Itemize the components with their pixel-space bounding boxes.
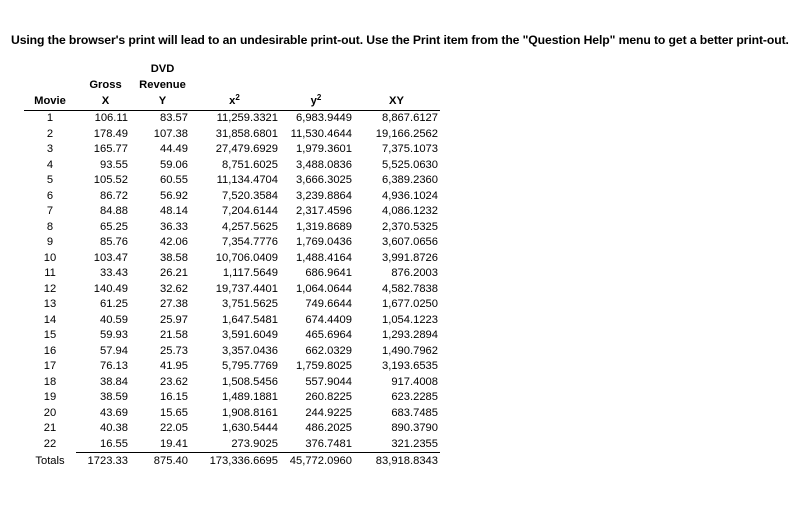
cell-x: 43.69 <box>100 406 128 419</box>
header-y-top1: DVD <box>150 63 175 75</box>
table-row <box>24 251 440 267</box>
cell-x-squared: 27,479.6929 <box>215 143 278 155</box>
cell-x-squared: 8,751.6025 <box>222 158 278 171</box>
header-x-squared: $x^2$ <box>190 94 279 111</box>
cell-y: 16.15 <box>160 391 188 403</box>
table-row <box>24 111 440 127</box>
cell-x: 38.84 <box>100 375 128 388</box>
cell-x: 61.25 <box>100 298 128 310</box>
table-row <box>24 127 440 143</box>
cell-x-squared: 1,630.5444 <box>222 422 278 434</box>
cell-movie: 6 <box>46 189 54 202</box>
cell-y-squared: 486.2025 <box>305 422 352 434</box>
table-row <box>24 220 440 236</box>
cell-y: 22.05 <box>160 422 188 434</box>
header-x-top: Gross <box>89 79 122 91</box>
cell-x-squared: 11,259.3321 <box>216 112 278 124</box>
cell-xy: 3,193.6535 <box>382 360 438 372</box>
table-row <box>24 375 440 391</box>
table-row <box>24 328 440 344</box>
cell-x: 59.93 <box>100 329 128 341</box>
cell-xy: 683.7485 <box>391 406 438 419</box>
table-row <box>24 406 440 422</box>
cell-movie: 2 <box>46 127 54 140</box>
table-row <box>24 437 440 453</box>
cell-xy: 1,490.7962 <box>382 344 438 357</box>
cell-x-squared: 1,489.1881 <box>222 391 278 403</box>
cell-y: 60.55 <box>160 174 188 186</box>
cell-x-squared: 19,737.4401 <box>215 282 278 295</box>
total-xy: 83,918.8343 <box>375 455 438 467</box>
cell-x: 85.76 <box>100 236 128 248</box>
cell-xy: 890.3790 <box>391 422 438 434</box>
total-x: 1723.33 <box>87 455 128 467</box>
cell-x-squared: 11,134.4704 <box>216 174 278 186</box>
total-y: 875.40 <box>153 455 188 467</box>
cell-movie: 10 <box>43 251 57 264</box>
cell-x: 16.55 <box>76 437 135 453</box>
cell-movie: 22 <box>43 437 57 450</box>
cell-xy: 5,525.0630 <box>382 158 438 171</box>
cell-movie: 9 <box>46 236 54 248</box>
header-y: Y <box>135 94 190 111</box>
cell-y-squared: 1,319.8689 <box>296 220 352 233</box>
cell-x-squared: 3,751.5625 <box>222 298 278 310</box>
cell-y: 107.38 <box>153 127 188 140</box>
header-x: X <box>76 94 135 111</box>
cell-y: 25.97 <box>160 313 188 326</box>
cell-y: 59.06 <box>160 158 188 171</box>
table-row <box>24 173 440 189</box>
cell-xy: 321.2355 <box>353 437 440 453</box>
cell-movie: 7 <box>46 205 54 217</box>
cell-x: 106.11 <box>94 112 128 124</box>
cell-movie: 5 <box>46 174 54 186</box>
cell-x: 165.77 <box>93 143 128 155</box>
cell-x: 65.25 <box>100 220 128 233</box>
cell-xy: 19,166.2562 <box>375 127 438 140</box>
cell-y-squared: 3,239.8864 <box>296 189 352 202</box>
cell-x-squared: 1,508.5456 <box>222 375 278 388</box>
cell-x-squared: 1,647.5481 <box>222 313 278 326</box>
cell-movie: 11 <box>44 267 56 279</box>
cell-y: 19.41 <box>135 437 190 453</box>
cell-y-squared: 2,317.4596 <box>296 205 352 217</box>
table-row <box>24 189 440 205</box>
cell-xy: 4,582.7838 <box>382 282 438 295</box>
cell-x-squared: 1,908.8161 <box>222 406 278 419</box>
total-y-squared: 45,772.0960 <box>289 455 352 467</box>
cell-x: 178.49 <box>93 127 128 140</box>
cell-xy: 4,086.1232 <box>382 205 438 217</box>
cell-y-squared: 3,666.3025 <box>296 174 352 186</box>
cell-y: 25.73 <box>160 344 188 357</box>
cell-y: 38.58 <box>160 251 188 264</box>
header-y-squared: $y^2$ <box>279 94 353 111</box>
cell-movie: 16 <box>43 344 57 357</box>
cell-x-squared: 4,257.5625 <box>222 220 278 233</box>
cell-y: 41.95 <box>160 360 188 372</box>
cell-y-squared: 260.8225 <box>305 391 352 403</box>
cell-y-squared: 1,979.3601 <box>296 143 352 155</box>
cell-x-squared: 5,795.7769 <box>222 360 278 372</box>
cell-movie: 14 <box>43 313 57 326</box>
cell-y: 26.21 <box>160 267 188 279</box>
cell-movie: 15 <box>43 329 57 341</box>
cell-y-squared: 1,488.4164 <box>296 251 352 264</box>
cell-x: 40.59 <box>100 313 128 326</box>
cell-y-squared: 244.9225 <box>305 406 352 419</box>
totals-row <box>24 453 440 470</box>
table-row <box>24 282 440 298</box>
header-movie: Movie <box>24 94 76 111</box>
cell-xy: 1,293.2894 <box>382 329 438 341</box>
cell-xy: 2,370.5325 <box>382 220 438 233</box>
cell-y-squared: 3,488.0836 <box>296 158 352 171</box>
cell-xy: 623.2285 <box>391 391 438 403</box>
cell-x: 86.72 <box>100 189 128 202</box>
cell-x-squared: 273.9025 <box>190 437 279 453</box>
cell-y-squared: 1,064.0644 <box>296 282 352 295</box>
cell-movie: 12 <box>43 282 57 295</box>
total-x-squared: 173,336.6695 <box>209 455 278 467</box>
table-row <box>24 158 440 174</box>
cell-y: 23.62 <box>160 375 188 388</box>
cell-xy: 917.4008 <box>391 375 438 388</box>
header-y-top2: Revenue <box>139 79 186 91</box>
table-body <box>24 111 440 453</box>
cell-x-squared: 7,204.6144 <box>222 205 278 217</box>
cell-x: 84.88 <box>100 205 128 217</box>
cell-y: 42.06 <box>160 236 188 248</box>
cell-movie: 21 <box>43 422 57 434</box>
cell-y: 36.33 <box>160 220 188 233</box>
cell-y-squared: 662.0329 <box>305 344 352 357</box>
cell-x-squared: 31,858.6801 <box>215 127 278 140</box>
cell-movie: 8 <box>46 220 54 233</box>
cell-x-squared: 7,354.7776 <box>222 236 278 248</box>
cell-x: 40.38 <box>100 422 128 434</box>
table-row <box>24 235 440 251</box>
cell-y: 44.49 <box>160 143 188 155</box>
cell-y-squared: 465.6964 <box>305 329 352 341</box>
cell-y: 48.14 <box>160 205 188 217</box>
cell-xy: 8,867.6127 <box>382 112 438 124</box>
table-row <box>24 359 440 375</box>
header-xy: XY <box>353 94 440 111</box>
cell-y: 32.62 <box>160 282 188 295</box>
cell-movie: 18 <box>43 375 57 388</box>
cell-x: 33.43 <box>100 267 128 279</box>
cell-xy: 4,936.1024 <box>382 189 438 202</box>
table-row <box>24 142 440 158</box>
cell-movie: 20 <box>43 406 57 419</box>
cell-x: 38.59 <box>100 391 128 403</box>
cell-x-squared: 10,706.0409 <box>215 251 278 264</box>
cell-xy: 1,677.0250 <box>382 298 438 310</box>
cell-y: 21.58 <box>160 329 188 341</box>
cell-y-squared: 686.9641 <box>305 267 352 279</box>
cell-y-squared: 1,759.8025 <box>296 360 352 372</box>
cell-y-squared: 11,530.4644 <box>290 127 352 140</box>
cell-movie: 19 <box>43 391 57 403</box>
cell-xy: 876.2003 <box>391 267 438 279</box>
cell-x: 140.49 <box>93 282 128 295</box>
table-row <box>24 313 440 329</box>
cell-y-squared: 749.6644 <box>305 298 352 310</box>
cell-movie: 3 <box>46 143 54 155</box>
cell-xy: 6,389.2360 <box>382 174 438 186</box>
cell-x-squared: 1,117.5649 <box>222 267 278 279</box>
print-instructions: Using the browser's print will lead to an undesirable print-out. Use the Print item from the "Question Help" menu to get a better print-out. <box>11 33 789 47</box>
cell-x: 76.13 <box>100 360 128 372</box>
cell-y: 83.57 <box>160 112 188 124</box>
cell-y-squared: 557.9044 <box>305 375 352 388</box>
data-table <box>24 62 440 470</box>
table-row <box>24 204 440 220</box>
cell-y: 27.38 <box>160 298 188 310</box>
cell-xy: 3,991.8726 <box>382 251 438 264</box>
cell-movie: 17 <box>43 360 57 372</box>
cell-x: 93.55 <box>100 158 128 171</box>
table-row <box>24 344 440 360</box>
cell-xy: 3,607.0656 <box>382 236 438 248</box>
cell-y-squared: 6,983.9449 <box>296 112 352 124</box>
cell-y-squared: 674.4409 <box>305 313 352 326</box>
cell-x: 105.52 <box>93 174 128 186</box>
table-row <box>24 297 440 313</box>
cell-x-squared: 3,357.0436 <box>222 344 278 357</box>
table-row <box>24 421 440 437</box>
cell-x: 103.47 <box>93 251 128 264</box>
cell-x: 57.94 <box>100 344 128 357</box>
table-row <box>24 266 440 282</box>
cell-movie: 1 <box>46 112 54 124</box>
table-row <box>24 390 440 406</box>
cell-movie: 4 <box>46 158 54 171</box>
cell-y-squared: 1,769.0436 <box>296 236 352 248</box>
cell-x-squared: 3,591.6049 <box>222 329 278 341</box>
cell-x-squared: 7,520.3584 <box>222 189 278 202</box>
cell-y: 56.92 <box>160 189 188 202</box>
cell-y: 15.65 <box>160 406 188 419</box>
cell-y-squared: 376.7481 <box>279 437 353 453</box>
totals-label: Totals <box>35 454 65 467</box>
cell-xy: 1,054.1223 <box>382 313 438 326</box>
cell-movie: 13 <box>43 298 57 310</box>
cell-xy: 7,375.1073 <box>382 143 438 155</box>
